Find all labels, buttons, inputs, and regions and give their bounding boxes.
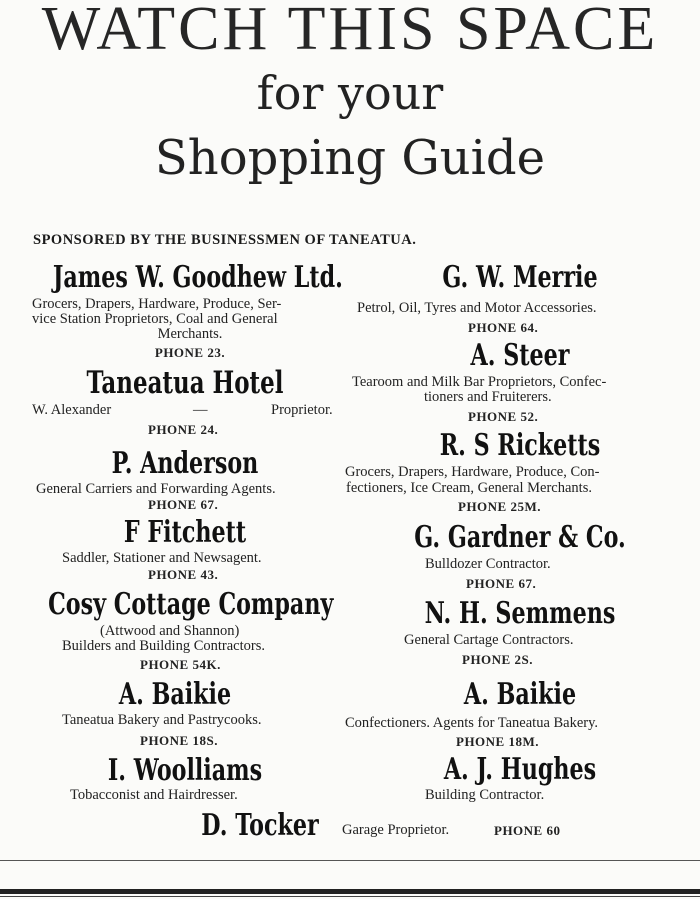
listing-name-hughes: A. J. Hughes (443, 752, 597, 787)
listing-desc-goodhew-1: Grocers, Drapers, Hardware, Produce, Ser- (32, 296, 282, 312)
divider-rule-thick (0, 889, 700, 894)
listing-name-goodhew: James W. Goodhew Ltd. (52, 260, 343, 295)
listing-name-cosy-cottage: Cosy Cottage Company (48, 587, 334, 622)
listing-name-baikie-left: A. Baikie (118, 677, 232, 712)
listing-name-semmens: N. H. Semmens (424, 596, 616, 631)
listing-phone-steer: PHONE 52. (468, 409, 539, 424)
listing-phone-baikie-left: PHONE 18S. (140, 733, 218, 748)
listing-dash-hotel: — (193, 402, 208, 418)
listing-desc-cosy-2: Builders and Building Contractors. (62, 638, 265, 654)
listing-phone-goodhew: PHONE 23. (154, 345, 226, 360)
listing-phone-gardner: PHONE 67. (466, 576, 537, 591)
listing-name-fitchett: F Fitchett (123, 515, 247, 550)
listing-name-taneatua-hotel: Taneatua Hotel (86, 365, 284, 401)
listing-desc-semmens: General Cartage Contractors. (404, 632, 574, 648)
listing-name-steer: A. Steer (470, 338, 570, 373)
listing-name-anderson: P. Anderson (111, 446, 259, 481)
listing-desc-ricketts-1: Grocers, Drapers, Hardware, Produce, Con- (345, 464, 600, 480)
listing-phone-ricketts: PHONE 25M. (458, 499, 541, 514)
listing-name-tocker: D. Tocker (201, 808, 319, 843)
listing-desc-cosy-1: (Attwood and Shannon) (100, 623, 240, 639)
listing-phone-anderson: PHONE 67. (148, 497, 219, 512)
listing-phone-fitchett: PHONE 43. (148, 567, 219, 582)
listing-name-ricketts: R. S Ricketts (439, 428, 601, 463)
headline-watch-this-space: WATCH THIS SPACE (41, 0, 659, 63)
sponsor-line: SPONSORED BY THE BUSINESSMEN OF TANEATUA. (33, 232, 417, 248)
listing-desc-goodhew-2: vice Station Proprietors, Coal and General (32, 311, 278, 327)
listing-phone-tocker: PHONE 60 (494, 823, 561, 838)
listing-phone-cosy: PHONE 54K. (140, 657, 221, 672)
listing-desc-anderson: General Carriers and Forwarding Agents. (36, 481, 276, 497)
listing-desc-merrie: Petrol, Oil, Tyres and Motor Accessories. (357, 300, 597, 316)
listing-desc-baikie-left: Taneatua Bakery and Pastrycooks. (62, 712, 262, 728)
listing-name-gardner: G. Gardner & Co. (414, 520, 626, 555)
listing-desc-ricketts-2: fectioners, Ice Cream, General Merchants. (346, 480, 592, 496)
headline-for-your: for your (256, 66, 444, 120)
listing-phone-semmens: PHONE 2S. (462, 652, 533, 667)
listing-desc-fitchett: Saddler, Stationer and Newsagent. (62, 550, 262, 566)
listing-name-baikie-right: A. Baikie (463, 677, 577, 712)
divider-rule-thin (0, 860, 700, 861)
listing-phone-merrie: PHONE 64. (468, 320, 539, 335)
listing-desc-hughes: Building Contractor. (425, 787, 545, 803)
listing-desc-steer-2: tioners and Fruiterers. (424, 389, 552, 405)
listing-role-hotel: Proprietor. (271, 402, 333, 418)
listing-desc-baikie-right: Confectioners. Agents for Taneatua Bakery. (345, 715, 599, 731)
listing-name-woolliams: I. Woolliams (107, 753, 263, 788)
listing-owner-hotel: W. Alexander (32, 402, 112, 418)
listing-desc-goodhew-3: Merchants. (157, 326, 223, 342)
listing-desc-tocker: Garage Proprietor. (342, 822, 450, 838)
listing-phone-hotel: PHONE 24. (148, 422, 219, 437)
listing-desc-woolliams: Tobacconist and Hairdresser. (70, 787, 238, 803)
listing-desc-gardner: Bulldozer Contractor. (425, 556, 551, 572)
headline-shopping-guide: Shopping Guide (154, 130, 546, 186)
listing-desc-steer-1: Tearoom and Milk Bar Proprietors, Confec- (352, 374, 607, 390)
divider-rule-bottom (0, 896, 700, 897)
listing-phone-baikie-right: PHONE 18M. (456, 734, 539, 749)
listing-name-merrie: G. W. Merrie (442, 260, 598, 295)
